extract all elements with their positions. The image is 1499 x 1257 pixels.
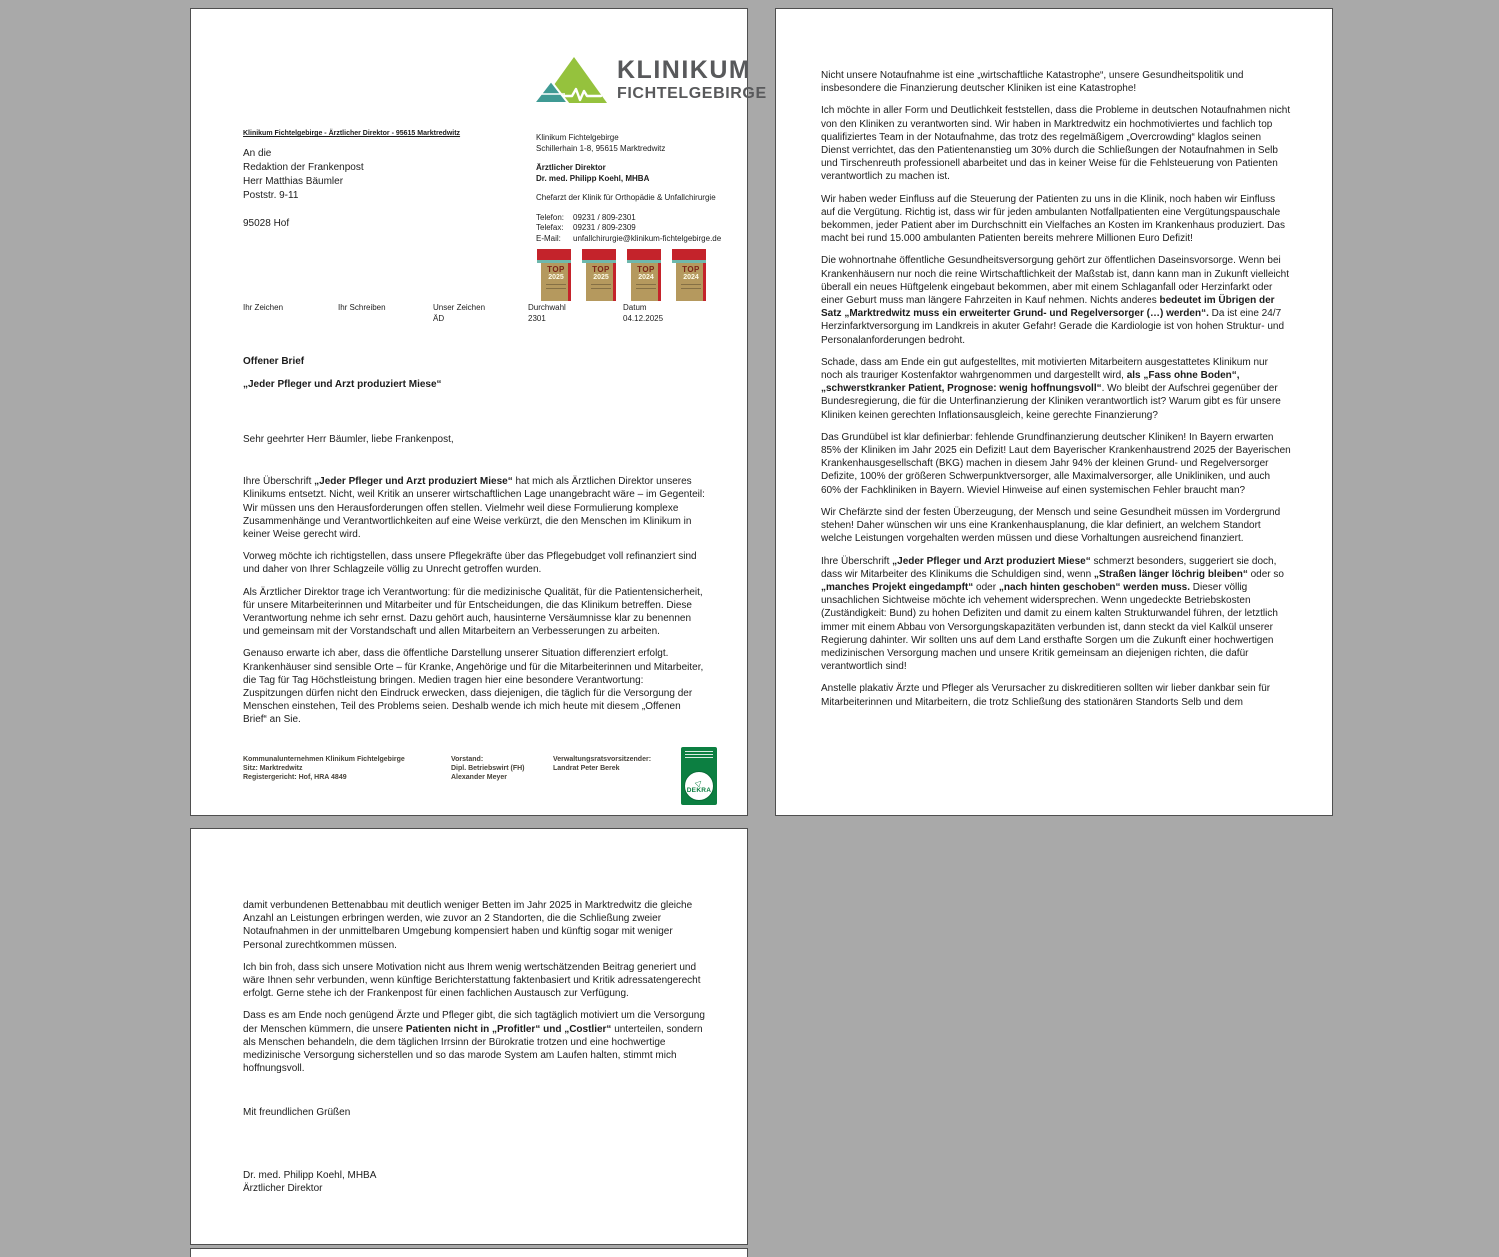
text-segment: Wir Chefärzte sind der festen Überzeugung, der Mensch und seine Gesundheit müssen im Vordergrund stehen! Daher wünschen wir uns eine Krankenhausplanung, die klar definiert, an welchem Standort welche Leistungen vorgehalten werden müssen und diese Vorhaltungen ausreichend finanziert.: [821, 506, 1281, 545]
text-segment: Dieser völlig unsachlichen Sichtweise möchte ich vehement widersprechen. Wenn ungedeckte Betriebskosten (Zuständigkeit: Bund) zu hohen Defiziten und damit zu einem kalten Strukturwandel führen, der letztlich immer mit einem Abbau von Versorgungskapazitäten verbunden ist, dann steckt da viel Kalkül unserer Regierung dahinter. Wir sollten uns auf dem Land ersthafte Sorgen um die Zukunft einer hochwertigen medizinischen Versorgung machen und unsere Kritik gemeinsam an diejenigen richten, die dafür verantwortlich sind!: [821, 581, 1278, 673]
text-segment: Als Ärztlicher Direktor trage ich Verantwortung: für die medizinische Qualität, für die Patientensicherheit, für unsere Mitarbeiterinnen und Mitarbeiter und für Entscheidungen, die das Klinikum betreffen. Diese Verantwortung nehme ich sehr ernst. Dazu gehört auch, hausinterne Versäumnisse klar zu benennen und gemeinsam mit der Vorstandschaft und allen Mitarbeitern an Verbesserungen zu arbeiten.: [243, 586, 703, 638]
badge-teal-stripe: [627, 260, 661, 263]
paragraph: [821, 506, 1291, 546]
signature-block: [243, 1169, 705, 1196]
text-segment: Vorweg möchte ich richtigstellen, dass unsere Pflegekräfte über das Pflegebudget voll refinanziert sind und daher von Ihrer Schlagzeile völlig zu Unrecht getroffen wurden.: [243, 551, 697, 576]
badge-year-text: 2024: [638, 274, 654, 281]
footer-board-column: [451, 755, 553, 782]
spacer: [536, 184, 748, 193]
top-award-badges-row: [541, 249, 706, 301]
badge-year-text: 2024: [683, 274, 699, 281]
text-line: Registergericht: Hof, HRA 4849: [243, 774, 347, 781]
badge-subline: [591, 284, 611, 285]
subject-block: [243, 355, 442, 401]
paragraphs-page-1: [243, 475, 705, 726]
text-segment: Genauso erwarte ich aber, dass die öffentliche Darstellung unserer Situation differenziert erfolgt. Krankenhäuser sind sensible Orte – für Kranke, Angehörige und für die Mitarbeiterinnen und Mitarbeiter, die Tag für Tag Höchstleistung bringen. Medien tragen hier eine besondere Verantwortung: Zuspitzungen dürfen nicht den Eindruck erwecken, dass diejenigen, die täglich für die Versorgung der Menschen einstehen, Teil des Problems seien. Deshalb wende ich mich heute mit diesem „Offenen Brief“ an Sie.: [243, 648, 704, 726]
contact-info-block: [536, 133, 748, 244]
dekra-seal-circle: [684, 771, 714, 801]
contact-role: Ärztlicher Direktor: [536, 163, 606, 172]
text-segment: . Wo bleibt der Aufschrei gegenüber der Bundesregierung, die für die Unterfinanzierung der Kliniken verantwortlich ist? Warum gibt es für unsere Kliniken keinen gerechten Inflationsausgleich, keine gerechte Finanzierung?: [821, 383, 1281, 421]
reference-column: [528, 303, 623, 324]
text-segment: „nach hinten geschoben“ werden muss.: [998, 581, 1190, 593]
text-line: Verwaltungsratsvorsitzender:: [553, 756, 652, 763]
footer-company-column: [243, 755, 451, 782]
text-line: Sitz: Marktredwitz: [243, 765, 303, 772]
text-segment: Ihre Überschrift: [243, 476, 315, 488]
dekra-seal-toplines: [685, 751, 713, 760]
paragraph: [821, 193, 1291, 246]
text-line: [243, 203, 364, 217]
text-segment: Ihre Überschrift: [821, 555, 893, 567]
text-segment: „Straßen länger löchrig bleiben“: [1093, 568, 1248, 580]
contact-position: Chefarzt der Klinik für Orthopädie & Unfallchirurgie: [536, 193, 716, 202]
email-label: E-Mail:: [536, 233, 561, 243]
text-segment: unterteilen, sondern als Menschen behandeln, die dem täglichen Irrsinn der Bürokratie trotzen und eine hochwertige medizinische Versorgung sicherstellen und so das marode System am Laufen halten, stimmt mich hoffnungsvoll.: [243, 1023, 703, 1075]
paragraph: [821, 682, 1291, 708]
paragraph: [821, 431, 1291, 497]
text-segment: oder so: [1247, 568, 1284, 580]
paragraphs-page-3: [243, 899, 705, 1075]
badge-ribbon-top: [582, 249, 616, 260]
dekra-arrow-icon: ▷: [693, 776, 705, 788]
reference-value: 04.12.2025: [623, 314, 664, 323]
badge-subline: [681, 284, 701, 285]
badge-top-text: TOP: [637, 265, 655, 274]
letter-page-3: [190, 828, 748, 1245]
top-award-badge: [541, 249, 571, 301]
dekra-seal-label: DEKRA: [686, 786, 712, 794]
contact-fax-row: [536, 223, 748, 234]
fax-value: 09231 / 809-2309: [573, 223, 636, 232]
paragraph: [821, 104, 1291, 183]
text-segment: „Jeder Pfleger und Arzt produziert Miese“: [314, 476, 513, 488]
text-line: Poststr. 9-11: [243, 190, 299, 201]
text-segment: „Jeder Pfleger und Arzt produziert Miese“: [892, 555, 1091, 567]
reference-column: [433, 303, 528, 324]
paragraph: [243, 475, 705, 541]
badge-year-text: 2025: [593, 274, 609, 281]
text-segment: Dass es am Ende noch genügend Ärzte und Pfleger gibt, die sich tagtäglich motiviert um die Versorgung der Menschen kümmern, die unsere: [243, 1010, 705, 1035]
text-line: Redaktion der Frankenpost: [243, 162, 364, 173]
text-line: Alexander Meyer: [451, 774, 508, 781]
paragraph: [821, 69, 1291, 95]
badge-top-text: TOP: [547, 265, 565, 274]
text-segment: „manches Projekt eingedampft“: [821, 581, 974, 593]
letter-page-2: [775, 8, 1333, 816]
dekra-certification-seal: [681, 747, 717, 805]
paragraph: [821, 555, 1291, 674]
badge-top-text: TOP: [682, 265, 700, 274]
page-4-top-edge: [190, 1248, 748, 1257]
text-segment: oder: [973, 581, 999, 593]
top-award-badge: [676, 249, 706, 301]
contact-address: Schillerhain 1-8, 95615 Marktredwitz: [536, 143, 666, 153]
reference-value: ÄD: [433, 314, 445, 323]
text-segment: schmerzt besonders, suggeriert sie doch, dass wir Mitarbeiter des Klinikums die Schuldigen sind, wenn: [821, 555, 1277, 580]
reference-column: [338, 303, 433, 324]
closing-formula: Mit freundlichen Grüßen: [243, 1107, 351, 1119]
text-segment: Da ist eine 24/7 Herzinfarktversorgung im Landkreis in akuter Gefahr! Gerade die Kardiologie ist von hohen Struktur- und Personalanforderungen bedroht.: [821, 308, 1285, 346]
paragraph: [243, 961, 705, 1001]
salutation: Sehr geehrter Herr Bäumler, liebe Frankenpost,: [243, 434, 454, 445]
badge-ribbon-top: [627, 249, 661, 260]
reference-label: Ihr Schreiben: [338, 303, 386, 312]
text-line: 95028 Hof: [243, 218, 290, 229]
text-segment: Schade, dass am Ende ein gut aufgestelltes, mit motivierten Mitarbeitern ausgestattetes Klinikum nur noch als trauriger Kostenfaktor wahrgenommen und dargestellt wird,: [821, 356, 1268, 382]
paragraph: [821, 254, 1291, 346]
phone-value: 09231 / 809-2301: [573, 212, 636, 222]
text-line: Dipl. Betriebswirt (FH): [451, 765, 525, 772]
logo-subtitle: FICHTELGEBIRGE: [617, 85, 767, 102]
subject-line-1: Offener Brief: [243, 356, 305, 367]
text-segment: als „Fass ohne Boden“, „schwerstkranker Patient, Prognose: wenig hoffnungsvoll“: [821, 370, 1240, 395]
reference-label: Unser Zeichen: [433, 303, 486, 312]
logo-title: KLINIKUM: [617, 56, 752, 84]
reference-label: Datum: [623, 303, 647, 312]
reference-label: Durchwahl: [528, 303, 566, 312]
badge-ribbon-top: [672, 249, 706, 260]
badge-subline: [636, 284, 656, 285]
subject-line-2: „Jeder Pfleger und Arzt produziert Miese“: [243, 379, 442, 390]
contact-name: Dr. med. Philipp Koehl, MHBA: [536, 173, 650, 183]
letter-page-1: [190, 8, 767, 816]
text-segment: Nicht unsere Notaufnahme ist eine „wirtschaftliche Katastrophe“, unsere Gesundheitspolitik und insbesondere die Finanzierung deutscher Kliniken ist eine Katastrophe!: [821, 70, 1244, 95]
spacer: [536, 204, 748, 213]
badge-top-text: TOP: [592, 265, 610, 274]
badge-subline: [636, 288, 656, 289]
paragraph: [243, 1009, 705, 1075]
badge-subline: [681, 288, 701, 289]
text-segment: bedeutet im Übrigen der Satz „Marktredwitz muss ein erweiterter Grund- und Regelversorger (…) werden“.: [821, 295, 1275, 320]
phone-label: Telefon:: [536, 212, 565, 222]
text-segment: hat mich als Ärztlichen Direktor unseres Klinikums entsetzt. Nicht, weil Kritik an unserer wirtschaftlichen Lage unangebracht wäre – im Gegenteil: Wir müssen uns den Herausforderungen offen stellen. Vielmehr weil diese Formulierung komplexe Zusammenhänge und Verantwortlichkeiten auf eine Weise verkürzt, die den Menschen im Klinikum in keiner Weise gerecht wird.: [243, 476, 705, 541]
badge-teal-stripe: [537, 260, 571, 263]
badge-ribbon-top: [537, 249, 571, 260]
text-line: Landrat Peter Berek: [553, 765, 620, 772]
paragraph: [243, 647, 705, 726]
recipient-address-block: [243, 147, 364, 231]
text-segment: Anstelle plakativ Ärzte und Pfleger als Verursacher zu diskreditieren sollten wir lieber dankbar sein für Mitarbeiterinnen und Mitarbeitern, die trotz Schließung des stationären Standorts Selb und dem: [821, 683, 1271, 708]
contact-org: Klinikum Fichtelgebirge: [536, 133, 619, 142]
klinikum-logo: [534, 55, 767, 105]
contact-email-row: [536, 234, 748, 245]
text-line: Vorstand:: [451, 756, 484, 763]
text-segment: Das Grundübel ist klar definierbar: fehlende Grundfinanzierung deutscher Kliniken! In Bayern erwarten 85% der Kliniken im Jahr 2025 ein Defizit! Laut dem Bayerischer Krankenhaustrend 2025 der Bayerischen Krankenhausgesellschaft (BKG) machen in diesem Jahr 94% der kleinen Grund- und Regelversorger Defizite, 100% der größeren Schwerpunktversorger, alle Maximalversorger, alle Unikliniken, und auch 60% der Fachkliniken in Bayern. Wieviel Hinweise auf einen systemischen Fehler braucht man?: [821, 431, 1291, 496]
signature-name: Dr. med. Philipp Koehl, MHBA: [243, 1169, 377, 1181]
badge-subline: [546, 284, 566, 285]
reference-value: 2301: [528, 314, 546, 323]
paragraph: [243, 550, 705, 576]
letter-body-page-1: [243, 433, 705, 736]
reference-column: [623, 303, 718, 324]
text-segment: Ich möchte in aller Form und Deutlichkeit feststellen, dass die Probleme in deutschen Notaufnahmen nicht von den Kliniken zu verantworten sind. Wir haben in Marktredwitz ein hochmotiviertes und fachlich top qualifiziertes Team in der Notaufnahme, das trotz des regelmäßigem „Overcrowding“ klaglos seinen Dienst verrichtet, das den Patientenanstieg um 30% durch die Schließungen der Notaufnahmen in Selb und Tirschenreuth professionell abarbeitet und das in keiner Weise für die Fehlsteuerung von Patienten verantwortlich zu machen ist.: [821, 105, 1291, 183]
reference-row: [243, 303, 718, 324]
reference-column: [243, 303, 338, 324]
contact-phone-row: [536, 213, 748, 224]
reference-label: Ihr Zeichen: [243, 303, 284, 312]
fax-label: Telefax:: [536, 223, 564, 232]
top-award-badge: [631, 249, 661, 301]
letter-body-page-3: [243, 899, 705, 1196]
paragraph: [243, 899, 705, 952]
badge-subline: [591, 288, 611, 289]
text-line: An die: [243, 148, 272, 159]
letter-body-page-2: [821, 69, 1291, 718]
email-value: unfallchirurgie@klinikum-fichtelgebirge.de: [573, 233, 722, 243]
text-line: Herr Matthias Bäumler: [243, 176, 344, 187]
paragraph: [821, 356, 1291, 422]
badge-subline: [546, 288, 566, 289]
text-segment: damit verbundenen Bettenabbau mit deutlich weniger Betten im Jahr 2025 in Marktredwitz die gleiche Anzahl an Leistungen erbringen werden, wie zuvor an 2 Standorten, die die Schließung zweier Notaufnahmen in der unmittelbaren Umgebung kompensiert haben und künftig sogar mit weniger Personal zurechtkommen müssen.: [243, 900, 693, 951]
klinikum-logo-text: [617, 58, 767, 102]
footer-chairman-column: [553, 755, 679, 782]
paragraph: [243, 586, 705, 639]
sender-return-address: Klinikum Fichtelgebirge - Ärztlicher Direktor - 95615 Marktredwitz: [243, 130, 461, 137]
signature-title: Ärztlicher Direktor: [243, 1183, 323, 1195]
text-segment: Ich bin froh, dass sich unsere Motivation nicht aus Ihrem wenig wertschätzenden Beitrag generiert und wäre Ihnen sehr verbunden, wenn künftige Berichterstattung faktenbasiert und Kritik adressatengerecht erfolgt. Gerne stehe ich der Frankenpost für einen fachlichen Austausch zur Verfügung.: [243, 961, 701, 1000]
letter-footer: [243, 755, 679, 782]
text-segment: Patienten nicht in „Profitler“ und „Costlier“: [405, 1023, 612, 1035]
spacer: [536, 154, 748, 163]
text-line: Kommunalunternehmen Klinikum Fichtelgebirge: [243, 756, 405, 763]
badge-teal-stripe: [672, 260, 706, 263]
text-segment: Wir haben weder Einfluss auf die Steuerung der Patienten zu uns in die Klinik, noch haben wir Einfluss auf die Vergütung. Richtig ist, dass wir für jeden ambulanten Notfallpatienten eine Vergütungspauschale bekommen, jeder Patient aber im Durchschnitt ein Vielfaches an Kosten im Krankenhaus produziert. Das macht bei rund 15.000 ambulanten Patienten bereits mehrere Millionen Euro Defizit!: [821, 193, 1285, 245]
badge-year-text: 2025: [548, 274, 564, 281]
text-segment: Die wohnortnahe öffentliche Gesundheitsversorgung gehört zur öffentlichen Daseinsvorsorge. Wenn bei Krankenhäusern nur noch die reine Wirtschaftlichkeit der Maßstab ist, dann kann man in Zukunft vielleicht überall ein neues Hüftgelenk eingebaut bekommen, aber mit einem Schlaganfall oder Herzinfarkt oder einer Geburt muss man längere Fahrzeiten in Kauf nehmen. Nichts anderes: [821, 255, 1290, 307]
klinikum-logo-mark-icon: [534, 55, 608, 105]
badge-teal-stripe: [582, 260, 616, 263]
top-award-badge: [586, 249, 616, 301]
